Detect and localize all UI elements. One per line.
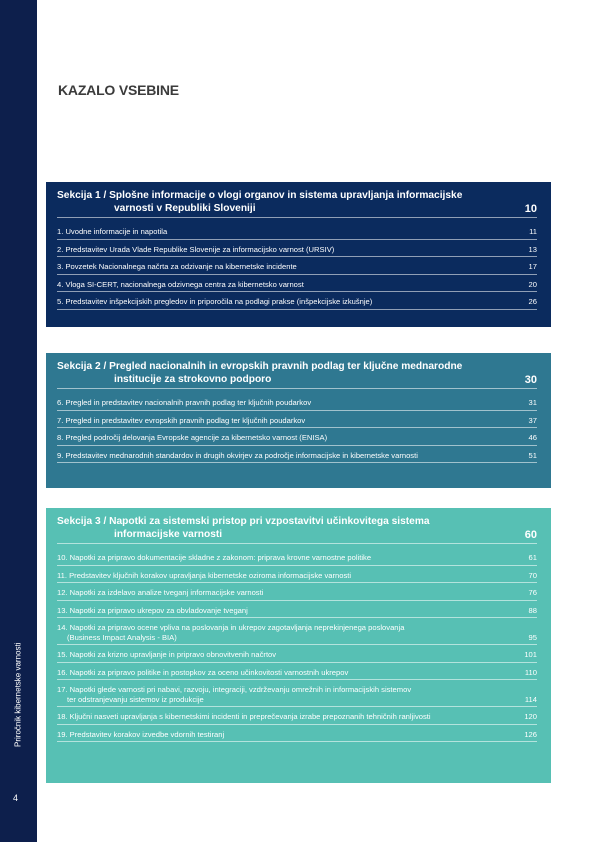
entry-page-number: 37 (528, 415, 537, 425)
toc-entry[interactable]: 16. Napotki za pripravo politike in postopkov za oceno učinkovitosti varnostnih ukrepov 110 (57, 663, 537, 681)
section-title: Sekcija 1 / Splošne informacije o vlogi organov in sistema upravljanja informacijske varnosti v Republiki Sloveniji (57, 190, 463, 214)
toc-entry[interactable]: 14. Napotki za pripravo ocene vpliva na poslovanja in ukrepov zagotavljanja neprekinjenega poslovanja (Business Impact Analysis - BIA) 95 (57, 618, 537, 645)
entry-page-number: 51 (528, 450, 537, 460)
section-page-number: 60 (524, 528, 537, 541)
entry-page-number: 11 (529, 227, 537, 236)
toc-entry[interactable]: 15. Napotki za krizno upravljanje in pripravo obnovitvenih načrtov 101 (57, 645, 537, 663)
entry-page-number: 76 (528, 588, 537, 597)
entry-page-number: 61 (528, 553, 537, 562)
toc-entry[interactable]: 13. Napotki za pripravo ukrepov za obvladovanje tveganj 88 (57, 601, 537, 619)
entry-page-number: 17 (528, 262, 537, 271)
entry-page-number: 114 (524, 694, 537, 704)
toc-entry[interactable]: 2. Predstavitev Urada Vlade Republike Slovenije za informacijsko varnost (URSIV) 13 (57, 240, 537, 258)
entry-page-number: 46 (528, 433, 537, 442)
toc-entry[interactable]: 5. Predstavitev inšpekcijskih pregledov in priporočila na podlagi prakse (inšpekcijske izkušnje) 26 (57, 292, 537, 310)
section-heading[interactable] (57, 516, 537, 544)
entry-page-number: 88 (528, 605, 537, 615)
toc-title: KAZALO VSEBINE (58, 82, 179, 98)
page-number: 4 (13, 793, 19, 803)
section-heading[interactable] (57, 190, 537, 218)
toc-entry[interactable]: 10. Napotki za pripravo dokumentacije skladne z zakonom: priprava krovne varnostne politike 61 (57, 548, 537, 566)
entry-page-number: 95 (528, 632, 537, 642)
entry-page-number: 120 (524, 712, 537, 721)
entry-page-number: 126 (524, 729, 537, 739)
toc-entry[interactable]: 12. Napotki za izdelavo analize tveganj informacijske varnosti 76 (57, 583, 537, 601)
toc-section-1 (46, 182, 551, 327)
toc-entry[interactable]: 17. Napotki glede varnosti pri nabavi, razvoju, integraciji, vzdrževanju omrežnih in informacijskih sistemov ter odstranjevanju sistemov iz produkcije 114 (57, 680, 537, 707)
sidebar-book-title: Priročnik kibernetske varnosti (13, 642, 23, 748)
toc-entry[interactable]: 3. Povzetek Nacionalnega načrta za odzivanje na kibernetske incidente 17 (57, 257, 537, 275)
toc-entry[interactable]: 19. Predstavitev korakov izvedbe vdornih testiranj 126 (57, 725, 537, 743)
toc-entry[interactable]: 1. Uvodne informacije in napotila 11 (57, 222, 537, 240)
section-page-number: 30 (524, 373, 537, 386)
section-page-number: 10 (524, 202, 537, 215)
toc-entry[interactable]: 9. Predstavitev mednarodnih standardov in drugih okvirjev za področje informacijske in kibernetske varnosti 51 (57, 446, 537, 464)
entry-page-number: 101 (524, 650, 537, 659)
toc-entry[interactable]: 8. Pregled področij delovanja Evropske agencije za kibernetsko varnost (ENISA) 46 (57, 428, 537, 446)
entry-page-number: 31 (528, 398, 537, 407)
toc-entry[interactable]: 18. Ključni nasveti upravljanja s kibernetskimi incidenti in preprečevanja izrabe prepoznanih tehničnih ranljivosti 120 (57, 707, 537, 725)
toc-entry[interactable]: 6. Pregled in predstavitev nacionalnih pravnih podlag ter ključnih poudarkov 31 (57, 393, 537, 411)
entry-page-number: 70 (528, 570, 537, 580)
toc-entry[interactable]: 4. Vloga SI-CERT, nacionalnega odzivnega centra za kibernetsko varnost 20 (57, 275, 537, 293)
toc-section-2 (46, 353, 551, 488)
section-title: Sekcija 2 / Pregled nacionalnih in evropskih pravnih podlag ter ključne mednarodne institucije za strokovno podporo (57, 361, 463, 385)
left-sidebar (0, 0, 37, 842)
entry-page-number: 13 (528, 244, 537, 254)
toc-entry[interactable]: 11. Predstavitev ključnih korakov upravljanja kibernetske oziroma informacijske varnosti 70 (57, 566, 537, 584)
toc-entry[interactable]: 7. Pregled in predstavitev evropskih pravnih podlag ter ključnih poudarkov 37 (57, 411, 537, 429)
entry-page-number: 26 (528, 297, 537, 306)
entry-page-number: 20 (528, 279, 537, 289)
entry-page-number: 110 (524, 667, 537, 677)
section-title: Sekcija 3 / Napotki za sistemski pristop pri vzpostavitvi učinkovitega sistema informacijske varnosti (57, 516, 430, 540)
toc-section-3 (46, 508, 551, 783)
section-heading[interactable] (57, 361, 537, 389)
